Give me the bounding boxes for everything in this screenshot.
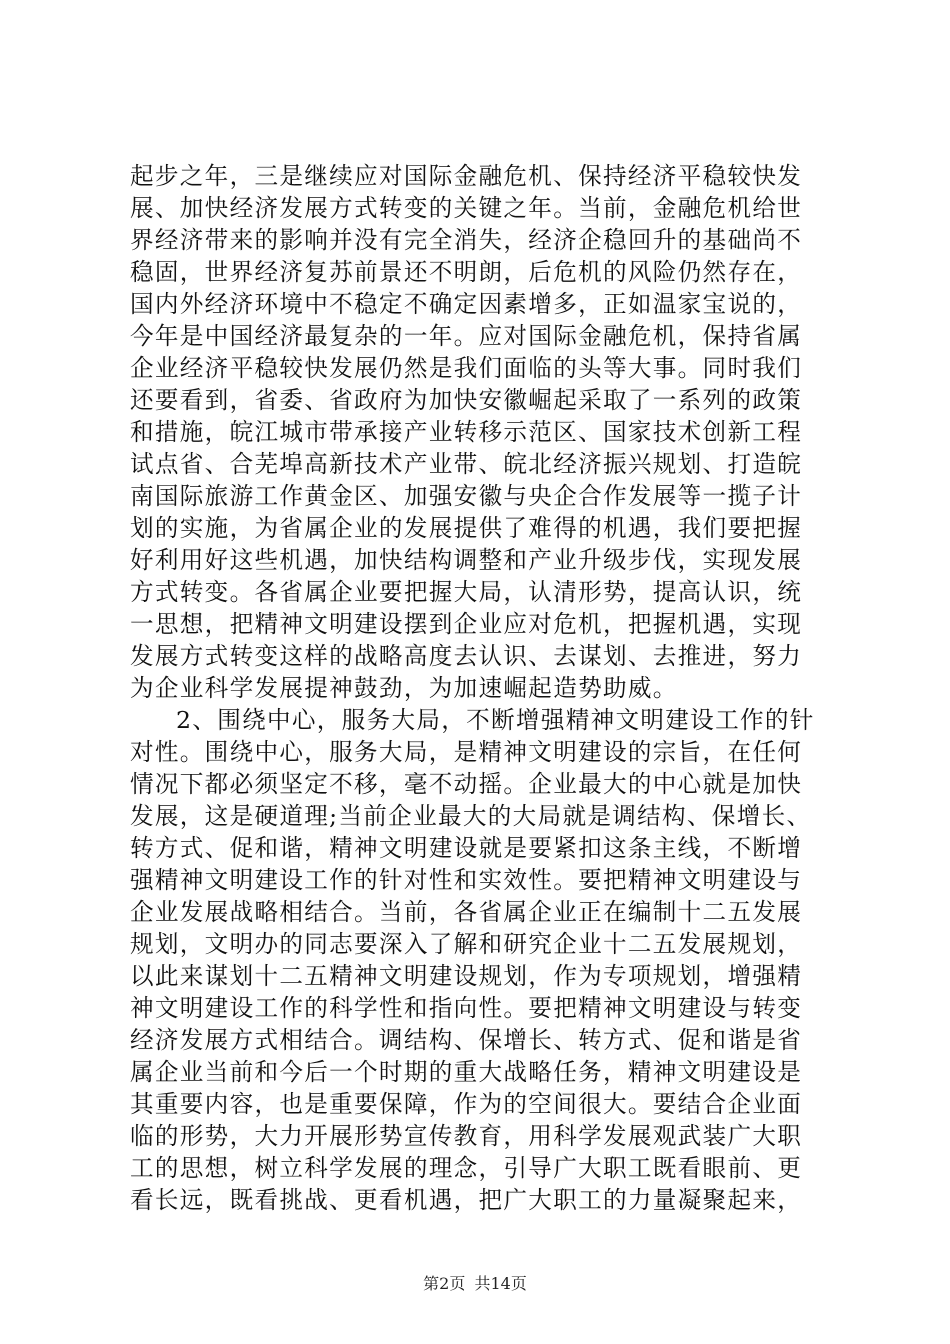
text-line: 为企业科学发展提神鼓劲，为加速崛起造势助威。 [130, 674, 678, 702]
page-total: 共14页 [474, 1274, 527, 1293]
text-line: 划的实施，为省属企业的发展提供了难得的机遇，我们要把握 [130, 514, 803, 542]
text-line: 企业发展战略相结合。当前，各省属企业正在编制十二五发展 [130, 898, 803, 926]
text-line: 和措施，皖江城市带承接产业转移示范区、国家技术创新工程 [130, 418, 803, 446]
text-line: 神文明建设工作的科学性和指向性。要把精神文明建设与转变 [130, 994, 803, 1022]
text-line: 发展，这是硬道理;当前企业最大的大局就是调结构、保增长、 [130, 802, 812, 830]
text-line: 展、加快经济发展方式转变的关键之年。当前，金融危机给世 [130, 194, 803, 222]
text-line: 看长远，既看挑战、更看机遇，把广大职工的力量凝聚起来， [130, 1186, 803, 1214]
text-line: 以此来谋划十二五精神文明建设规划，作为专项规划，增强精 [130, 962, 803, 990]
text-line: 试点省、合芜埠高新技术产业带、皖北经济振兴规划、打造皖 [130, 450, 803, 478]
text-line: 今年是中国经济最复杂的一年。应对国际金融危机，保持省属 [130, 322, 803, 350]
text-line: 对性。围绕中心，服务大局，是精神文明建设的宗旨，在任何 [130, 738, 803, 766]
page-number: 第2页 [423, 1274, 466, 1293]
text-line: 经济发展方式相结合。调结构、保增长、转方式、促和谐是省 [130, 1026, 803, 1054]
text-line: 起步之年，三是继续应对国际金融危机、保持经济平稳较快发 [130, 162, 803, 190]
text-line: 企业经济平稳较快发展仍然是我们面临的头等大事。同时我们 [130, 354, 803, 382]
text-line: 强精神文明建设工作的针对性和实效性。要把精神文明建设与 [130, 866, 803, 894]
text-line: 国内外经济环境中不稳定不确定因素增多，正如温家宝说的， [130, 290, 803, 318]
text-line: 转方式、促和谐，精神文明建设就是要紧扣这条主线，不断增 [130, 834, 803, 862]
text-line: 方式转变。各省属企业要把握大局，认清形势，提高认识，统 [130, 578, 803, 606]
text-line: 情况下都必须坚定不移，毫不动摇。企业最大的中心就是加快 [130, 770, 803, 798]
page-footer [0, 1273, 950, 1295]
text-line: 还要看到，省委、省政府为加快安徽崛起采取了一系列的政策 [130, 386, 803, 414]
text-line: 其重要内容，也是重要保障，作为的空间很大。要结合企业面 [130, 1090, 803, 1118]
text-line: 南国际旅游工作黄金区、加强安徽与央企合作发展等一揽子计 [130, 482, 803, 510]
text-line: 一思想，把精神文明建设摆到企业应对危机，把握机遇，实现 [130, 610, 803, 638]
text-line: 发展方式转变这样的战略高度去认识、去谋划、去推进，努力 [130, 642, 803, 670]
text-line: 规划，文明办的同志要深入了解和研究企业十二五发展规划， [130, 930, 803, 958]
text-line: 临的形势，大力开展形势宣传教育，用科学发展观武装广大职 [130, 1122, 803, 1150]
text-line: 稳固，世界经济复苏前景还不明朗，后危机的风险仍然存在， [130, 258, 803, 286]
text-line: 工的思想，树立科学发展的理念，引导广大职工既看眼前、更 [130, 1154, 803, 1182]
paragraph-start-line: 2、围绕中心，服务大局，不断增强精神文明建设工作的针 [176, 706, 815, 734]
text-line: 属企业当前和今后一个时期的重大战略任务，精神文明建设是 [130, 1058, 803, 1086]
text-line: 好利用好这些机遇，加快结构调整和产业升级步伐，实现发展 [130, 546, 803, 574]
text-line: 界经济带来的影响并没有完全消失，经济企稳回升的基础尚不 [130, 226, 803, 254]
